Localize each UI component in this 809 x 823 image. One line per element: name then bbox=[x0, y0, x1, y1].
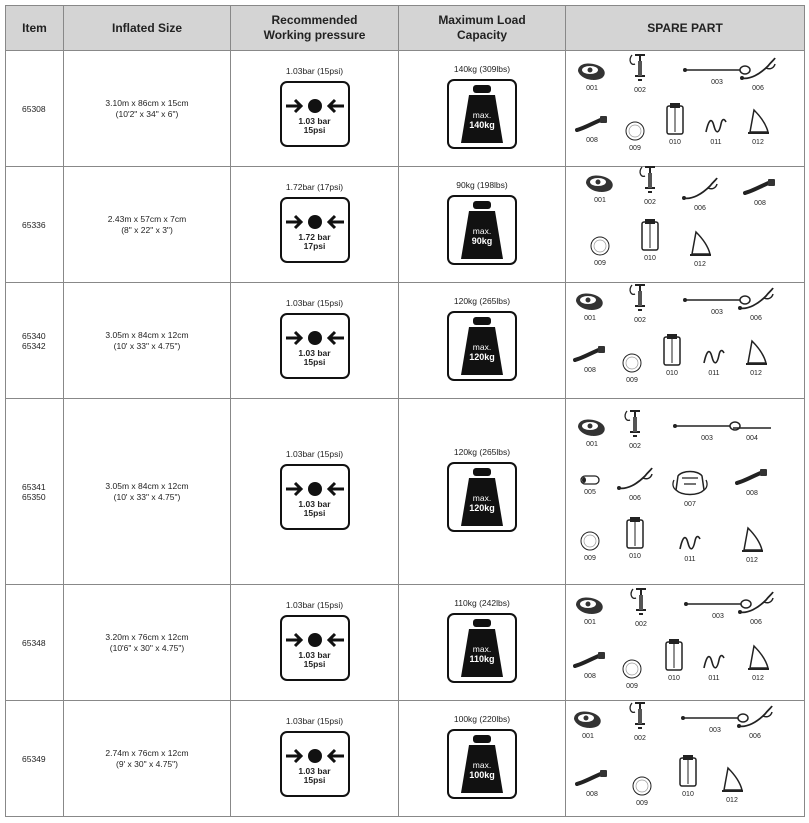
size-imperial: (10' x 33" x 4.75") bbox=[113, 340, 181, 351]
inflated-size-cell bbox=[64, 283, 231, 399]
spare-part-012 bbox=[680, 226, 720, 269]
spare-part-009 bbox=[612, 350, 652, 385]
leash-icon bbox=[680, 176, 720, 202]
spare-part-010 bbox=[655, 100, 695, 147]
load-label: 90kg (198lbs) bbox=[456, 179, 508, 190]
spare-part-011 bbox=[694, 343, 734, 378]
item-number: 65340 bbox=[22, 330, 46, 341]
patch-disc-icon bbox=[615, 120, 655, 142]
spare-part-code: 003 bbox=[711, 79, 723, 86]
valve-wrench-icon bbox=[572, 60, 612, 82]
pump-icon bbox=[615, 408, 655, 440]
spare-part-001 bbox=[572, 58, 612, 93]
load-kg-text: 100kg bbox=[469, 769, 495, 780]
spare-part-code: 003 bbox=[701, 435, 713, 442]
pressure-bar-text: 1.03 bar bbox=[298, 115, 331, 126]
load-kg-text: 120kg bbox=[469, 351, 495, 362]
pressure-label: 1.03bar (15psi) bbox=[285, 599, 344, 610]
header-max-load bbox=[399, 6, 566, 51]
item-number-2: 65342 bbox=[22, 340, 46, 351]
cord-icon bbox=[696, 114, 736, 136]
patch-disc-icon bbox=[580, 235, 620, 257]
spare-part-code: 008 bbox=[584, 673, 596, 680]
valve-wrench-icon bbox=[572, 416, 612, 438]
header-working-pressure bbox=[231, 6, 399, 51]
spare-part-code: 001 bbox=[586, 85, 598, 92]
spare-part-012 bbox=[732, 522, 772, 565]
spare-part-009 bbox=[580, 233, 620, 268]
fin-icon bbox=[732, 524, 772, 554]
size-metric: 2.74m x 76cm x 12cm bbox=[105, 747, 189, 758]
size-metric: 3.05m x 84cm x 12cm bbox=[105, 329, 189, 340]
pressure-psi-text: 15psi bbox=[303, 658, 326, 669]
inflated-size-cell bbox=[64, 701, 231, 817]
pressure-cell bbox=[231, 585, 399, 701]
spare-part-008 bbox=[572, 766, 612, 799]
load-max-text: max. bbox=[472, 492, 492, 503]
load-max-text: max. bbox=[472, 643, 492, 654]
size-metric: 2.43m x 57cm x 7cm bbox=[107, 213, 187, 224]
spare-part-code: 001 bbox=[594, 197, 606, 204]
spare-part-code: 002 bbox=[634, 317, 646, 324]
fin-screw-icon bbox=[572, 768, 612, 788]
fin-icon bbox=[738, 642, 778, 672]
spare-part-code: 001 bbox=[582, 733, 594, 740]
load-kg-text: 140kg bbox=[469, 119, 495, 130]
spare-part-code: 002 bbox=[634, 87, 646, 94]
pressure-gauge-icon bbox=[280, 464, 350, 530]
bag-icon bbox=[655, 102, 695, 136]
pressure-cell bbox=[231, 51, 399, 167]
spare-part-002 bbox=[620, 698, 660, 743]
spare-part-code: 009 bbox=[584, 555, 596, 562]
spare-part-010 bbox=[654, 636, 694, 683]
pressure-label: 1.72bar (17psi) bbox=[285, 181, 344, 192]
item-cell bbox=[6, 399, 64, 585]
item-number: 65348 bbox=[22, 637, 46, 648]
patch-disc-icon bbox=[570, 530, 610, 552]
spare-part-code: 008 bbox=[586, 137, 598, 144]
fin-icon bbox=[712, 764, 752, 794]
size-imperial: (9' x 30" x 4.75") bbox=[116, 758, 178, 769]
spare-part-code: 008 bbox=[754, 200, 766, 207]
spare-part-code: 001 bbox=[584, 619, 596, 626]
tube-icon bbox=[570, 474, 610, 486]
spare-part-code: 008 bbox=[586, 791, 598, 798]
header-spare-part: SPARE PART bbox=[566, 6, 805, 51]
spare-part-code: 012 bbox=[694, 261, 706, 268]
spare-part-code: 009 bbox=[626, 377, 638, 384]
valve-wrench-icon bbox=[568, 708, 608, 730]
spare-part-code: 002 bbox=[644, 199, 656, 206]
inflated-size-cell bbox=[64, 167, 231, 283]
load-max-text: max. bbox=[472, 109, 492, 120]
spare-part-005 bbox=[570, 472, 610, 497]
spare-part-001 bbox=[568, 706, 608, 741]
load-cell bbox=[399, 167, 566, 283]
fin-icon bbox=[680, 228, 720, 258]
spare-part-code: 008 bbox=[746, 490, 758, 497]
item-cell bbox=[6, 701, 64, 817]
load-cell bbox=[399, 283, 566, 399]
pump-icon bbox=[621, 586, 661, 618]
spare-part-009 bbox=[612, 656, 652, 691]
spare-part-011 bbox=[670, 529, 710, 564]
spare-part-001 bbox=[570, 288, 610, 323]
pump-icon bbox=[620, 52, 660, 84]
bag-icon bbox=[654, 638, 694, 672]
spare-part-012 bbox=[712, 762, 752, 805]
spare-part-012 bbox=[738, 640, 778, 683]
spare-part-code: 012 bbox=[752, 675, 764, 682]
load-kg-text: 90kg bbox=[471, 235, 493, 246]
spare-part-001 bbox=[572, 414, 612, 449]
spare-part-code: 006 bbox=[629, 495, 641, 502]
load-max-text: max. bbox=[472, 225, 492, 236]
header-item: Item bbox=[6, 6, 64, 51]
spare-part-012 bbox=[738, 104, 778, 147]
spare-part-code: 003 bbox=[709, 727, 721, 734]
pump-icon bbox=[630, 164, 670, 196]
spare-part-009 bbox=[615, 118, 655, 153]
load-cell bbox=[399, 51, 566, 167]
pressure-label: 1.03bar (15psi) bbox=[285, 448, 344, 459]
spare-part-code: 006 bbox=[752, 85, 764, 92]
spare-part-code: 003 bbox=[711, 309, 723, 316]
load-label: 100kg (220lbs) bbox=[453, 713, 511, 724]
item-number: 65336 bbox=[22, 219, 46, 230]
spare-part-code: 012 bbox=[752, 139, 764, 146]
load-kg-text: 110kg bbox=[469, 653, 495, 664]
pressure-psi-text: 15psi bbox=[303, 124, 326, 135]
patch-disc-icon bbox=[622, 775, 662, 797]
valve-wrench-icon bbox=[570, 594, 610, 616]
pressure-label: 1.03bar (15psi) bbox=[285, 715, 344, 726]
pressure-label: 1.03bar (15psi) bbox=[285, 65, 344, 76]
bag-icon bbox=[630, 218, 670, 252]
load-cell bbox=[399, 585, 566, 701]
load-cell bbox=[399, 399, 566, 585]
spare-part-002 bbox=[615, 406, 655, 451]
spare-part-006 bbox=[736, 588, 776, 627]
spare-part-002 bbox=[621, 584, 661, 629]
pressure-psi-text: 15psi bbox=[303, 356, 326, 367]
spare-part-008 bbox=[732, 465, 772, 498]
load-label: 140kg (309lbs) bbox=[453, 63, 511, 74]
pressure-bar-text: 1.03 bar bbox=[298, 649, 331, 660]
header-inflated-size: Inflated Size bbox=[64, 6, 231, 51]
load-max-text: max. bbox=[472, 759, 492, 770]
spare-part-006 bbox=[615, 464, 655, 503]
valve-wrench-icon bbox=[570, 290, 610, 312]
spare-part-008 bbox=[570, 342, 610, 375]
spare-part-010 bbox=[668, 752, 708, 799]
pressure-gauge-icon bbox=[280, 81, 350, 147]
load-weight-icon bbox=[447, 311, 517, 381]
bag-icon bbox=[615, 516, 655, 550]
spare-part-code: 006 bbox=[749, 733, 761, 740]
cord-icon bbox=[694, 650, 734, 672]
size-metric: 3.05m x 84cm x 12cm bbox=[105, 480, 189, 491]
fin-icon bbox=[738, 106, 778, 136]
table-header-row bbox=[6, 6, 805, 51]
spare-part-007 bbox=[670, 466, 710, 509]
spare-part-002 bbox=[630, 162, 670, 207]
leash-icon bbox=[615, 466, 655, 492]
spare-part-010 bbox=[630, 216, 670, 263]
spare-part-code: 012 bbox=[750, 370, 762, 377]
fin-screw-icon bbox=[732, 467, 772, 487]
spare-part-code: 011 bbox=[708, 675, 720, 682]
spare-part-code: 001 bbox=[586, 441, 598, 448]
load-weight-icon bbox=[447, 613, 517, 683]
leash-icon bbox=[736, 286, 776, 312]
spare-part-009 bbox=[570, 528, 610, 563]
item-number: 65341 bbox=[22, 481, 46, 492]
spare-part-008 bbox=[740, 175, 780, 208]
load-weight-icon bbox=[447, 729, 517, 799]
pump-icon bbox=[620, 700, 660, 732]
spare-part-006 bbox=[736, 284, 776, 323]
pressure-psi-text: 15psi bbox=[303, 774, 326, 785]
spare-part-code: 010 bbox=[666, 370, 678, 377]
spare-part-009 bbox=[622, 773, 662, 808]
size-imperial: (10'6" x 30" x 4.75") bbox=[109, 642, 185, 653]
bag-icon bbox=[652, 333, 692, 367]
size-metric: 3.10m x 86cm x 15cm bbox=[105, 97, 189, 108]
spare-part-code: 006 bbox=[750, 619, 762, 626]
pressure-cell bbox=[231, 701, 399, 817]
spare-part-code: 011 bbox=[710, 139, 722, 146]
item-number: 65308 bbox=[22, 103, 46, 114]
pressure-psi-text: 17psi bbox=[303, 240, 326, 251]
spare-part-code: 001 bbox=[584, 315, 596, 322]
header-max-load-text: Maximum Load Capacity bbox=[438, 13, 526, 42]
spare-part-001 bbox=[580, 170, 620, 205]
spare-part-code: 002 bbox=[635, 621, 647, 628]
spare-part-012 bbox=[736, 335, 776, 378]
item-cell bbox=[6, 283, 64, 399]
pressure-bar-text: 1.72 bar bbox=[298, 231, 331, 242]
size-imperial: (10' x 33" x 4.75") bbox=[113, 491, 181, 502]
load-weight-icon bbox=[447, 195, 517, 265]
item-cell bbox=[6, 167, 64, 283]
spare-part-010 bbox=[615, 514, 655, 561]
spare-part-code: 010 bbox=[682, 791, 694, 798]
spare-part-006 bbox=[738, 54, 778, 93]
spare-part-code: 010 bbox=[644, 255, 656, 262]
spare-part-code: 004 bbox=[746, 435, 758, 442]
spare-part-code: 009 bbox=[636, 800, 648, 807]
load-weight-icon bbox=[447, 79, 517, 149]
inflated-size-cell bbox=[64, 399, 231, 585]
backpack-icon bbox=[670, 468, 710, 498]
leash-icon bbox=[738, 56, 778, 82]
fin-icon bbox=[736, 337, 776, 367]
pressure-cell bbox=[231, 399, 399, 585]
inflated-size-cell bbox=[64, 51, 231, 167]
spare-part-002 bbox=[620, 50, 660, 95]
spare-part-code: 009 bbox=[594, 260, 606, 267]
load-label: 120kg (265lbs) bbox=[453, 446, 511, 457]
spare-part-008 bbox=[572, 112, 612, 145]
spare-part-006 bbox=[680, 174, 720, 213]
spare-part-code: 002 bbox=[634, 735, 646, 742]
patch-disc-icon bbox=[612, 658, 652, 680]
cord-icon bbox=[670, 531, 710, 553]
fin-screw-icon bbox=[572, 114, 612, 134]
size-metric: 3.20m x 76cm x 12cm bbox=[105, 631, 189, 642]
spare-part-code: 012 bbox=[726, 797, 738, 804]
spare-part-code: 012 bbox=[746, 557, 758, 564]
spare-part-002 bbox=[620, 280, 660, 325]
pressure-label: 1.03bar (15psi) bbox=[285, 297, 344, 308]
rod-icon bbox=[732, 424, 772, 432]
load-label: 110kg (242lbs) bbox=[454, 597, 510, 608]
pressure-psi-text: 15psi bbox=[303, 507, 326, 518]
spare-part-code: 011 bbox=[684, 556, 696, 563]
spare-part-code: 003 bbox=[712, 613, 724, 620]
pressure-bar-text: 1.03 bar bbox=[298, 347, 331, 358]
spare-part-001 bbox=[570, 592, 610, 627]
load-label: 120kg (265lbs) bbox=[453, 295, 511, 306]
cord-icon bbox=[694, 345, 734, 367]
spare-part-010 bbox=[652, 331, 692, 378]
leash-icon bbox=[736, 590, 776, 616]
spare-part-004 bbox=[732, 422, 772, 443]
pressure-gauge-icon bbox=[280, 313, 350, 379]
spare-part-code: 010 bbox=[668, 675, 680, 682]
spare-part-code: 011 bbox=[708, 370, 720, 377]
leash-icon bbox=[735, 704, 775, 730]
load-kg-text: 120kg bbox=[469, 502, 495, 513]
size-imperial: (10'2" x 34" x 6") bbox=[115, 108, 179, 119]
patch-disc-icon bbox=[612, 352, 652, 374]
spare-part-code: 009 bbox=[629, 145, 641, 152]
pressure-gauge-icon bbox=[280, 197, 350, 263]
load-cell bbox=[399, 701, 566, 817]
spare-part-code: 006 bbox=[750, 315, 762, 322]
fin-screw-icon bbox=[740, 177, 780, 197]
spare-part-011 bbox=[694, 648, 734, 683]
pump-icon bbox=[620, 282, 660, 314]
spare-part-code: 006 bbox=[694, 205, 706, 212]
item-cell bbox=[6, 585, 64, 701]
spare-part-code: 008 bbox=[584, 367, 596, 374]
spare-part-code: 010 bbox=[629, 553, 641, 560]
pressure-gauge-icon bbox=[280, 615, 350, 681]
fin-screw-icon bbox=[570, 344, 610, 364]
item-cell bbox=[6, 51, 64, 167]
fin-screw-icon bbox=[570, 650, 610, 670]
spare-part-006 bbox=[735, 702, 775, 741]
pressure-cell bbox=[231, 283, 399, 399]
pressure-gauge-icon bbox=[280, 731, 350, 797]
item-number-2: 65350 bbox=[22, 491, 46, 502]
spare-part-code: 010 bbox=[669, 139, 681, 146]
valve-wrench-icon bbox=[580, 172, 620, 194]
inflated-size-cell bbox=[64, 585, 231, 701]
header-working-pressure-text: Recommended Working pressure bbox=[263, 13, 366, 42]
spare-part-011 bbox=[696, 112, 736, 147]
spare-part-code: 005 bbox=[584, 489, 596, 496]
pressure-bar-text: 1.03 bar bbox=[298, 765, 331, 776]
spare-part-code: 002 bbox=[629, 443, 641, 450]
size-imperial: (8" x 22" x 3") bbox=[121, 224, 173, 235]
load-weight-icon bbox=[447, 462, 517, 532]
pressure-bar-text: 1.03 bar bbox=[298, 498, 331, 509]
bag-icon bbox=[668, 754, 708, 788]
load-max-text: max. bbox=[472, 341, 492, 352]
spare-part-008 bbox=[570, 648, 610, 681]
spare-part-code: 007 bbox=[684, 501, 696, 508]
spare-part-code: 009 bbox=[626, 683, 638, 690]
pressure-cell bbox=[231, 167, 399, 283]
item-number: 65349 bbox=[22, 753, 46, 764]
